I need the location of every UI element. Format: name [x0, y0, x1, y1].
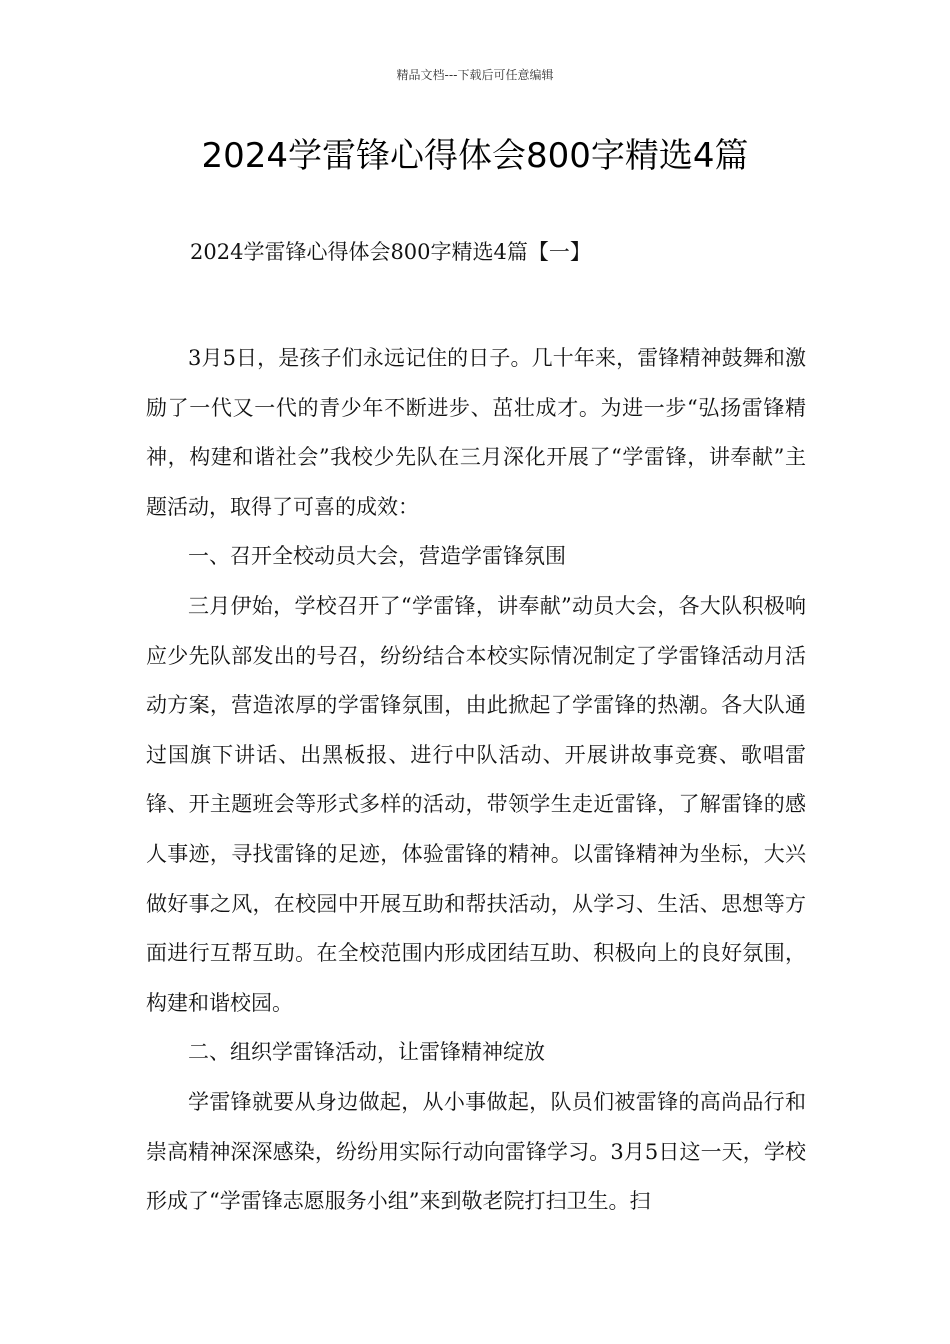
header-note: 精品文档---下载后可任意编辑 — [396, 68, 554, 82]
paragraph-heading-two: 二、组织学雷锋活动，让雷锋精神绽放 — [188, 1040, 545, 1065]
paragraph-mobilization: 三月伊始，学校召开了“学雷锋，讲奉献”动员大会，各大队积极响应少先队部发出的号召，纷纷结合本校实际情况制定了学雷锋活动月活动方案，营造浓厚的学雷锋氛围，由此掀起了学雷锋的热潮。各大队通过国旗下讲话、出黑板报、进行中队活动、开展讲故事竞赛、歌唱雷锋、开主题班会等形式多样的活动，带领学生走近雷锋，了解雷锋的感人事迹，寻找雷锋的足迹，体验雷锋的精神。以雷锋精神为坐标，大兴做好事之风，在校园中开展互助和帮扶活动，从学习、生活、思想等方面进行互帮互助。在全校范围内形成团结互助、积极向上的良好氛围，构建和谐校园。 — [146, 593, 806, 1015]
paragraph-activities: 学雷锋就要从身边做起，从小事做起，队员们被雷锋的高尚品行和崇高精神深深感染，纷纷用实际行动向雷锋学习。3月5日这一天，学校形成了“学雷锋志愿服务小组”来到敬老院打扫卫生。扫 — [146, 1089, 806, 1214]
document-title: 2024学雷锋心得体会800字精选4篇 — [201, 136, 749, 176]
paragraph-intro: 3月5日，是孩子们永远记住的日子。几十年来，雷锋精神鼓舞和激励了一代又一代的青少年不断进步、茁壮成才。为进一步“弘扬雷锋精神，构建和谐社会”我校少先队在三月深化开展了“学雷锋，讲奉献”主题活动，取得了可喜的成效： — [146, 346, 806, 519]
paragraph-heading-one: 一、召开全校动员大会，营造学雷锋氛围 — [188, 544, 566, 569]
section-heading: 2024学雷锋心得体会800字精选4篇【一】 — [190, 240, 591, 264]
document-body — [146, 334, 806, 1227]
